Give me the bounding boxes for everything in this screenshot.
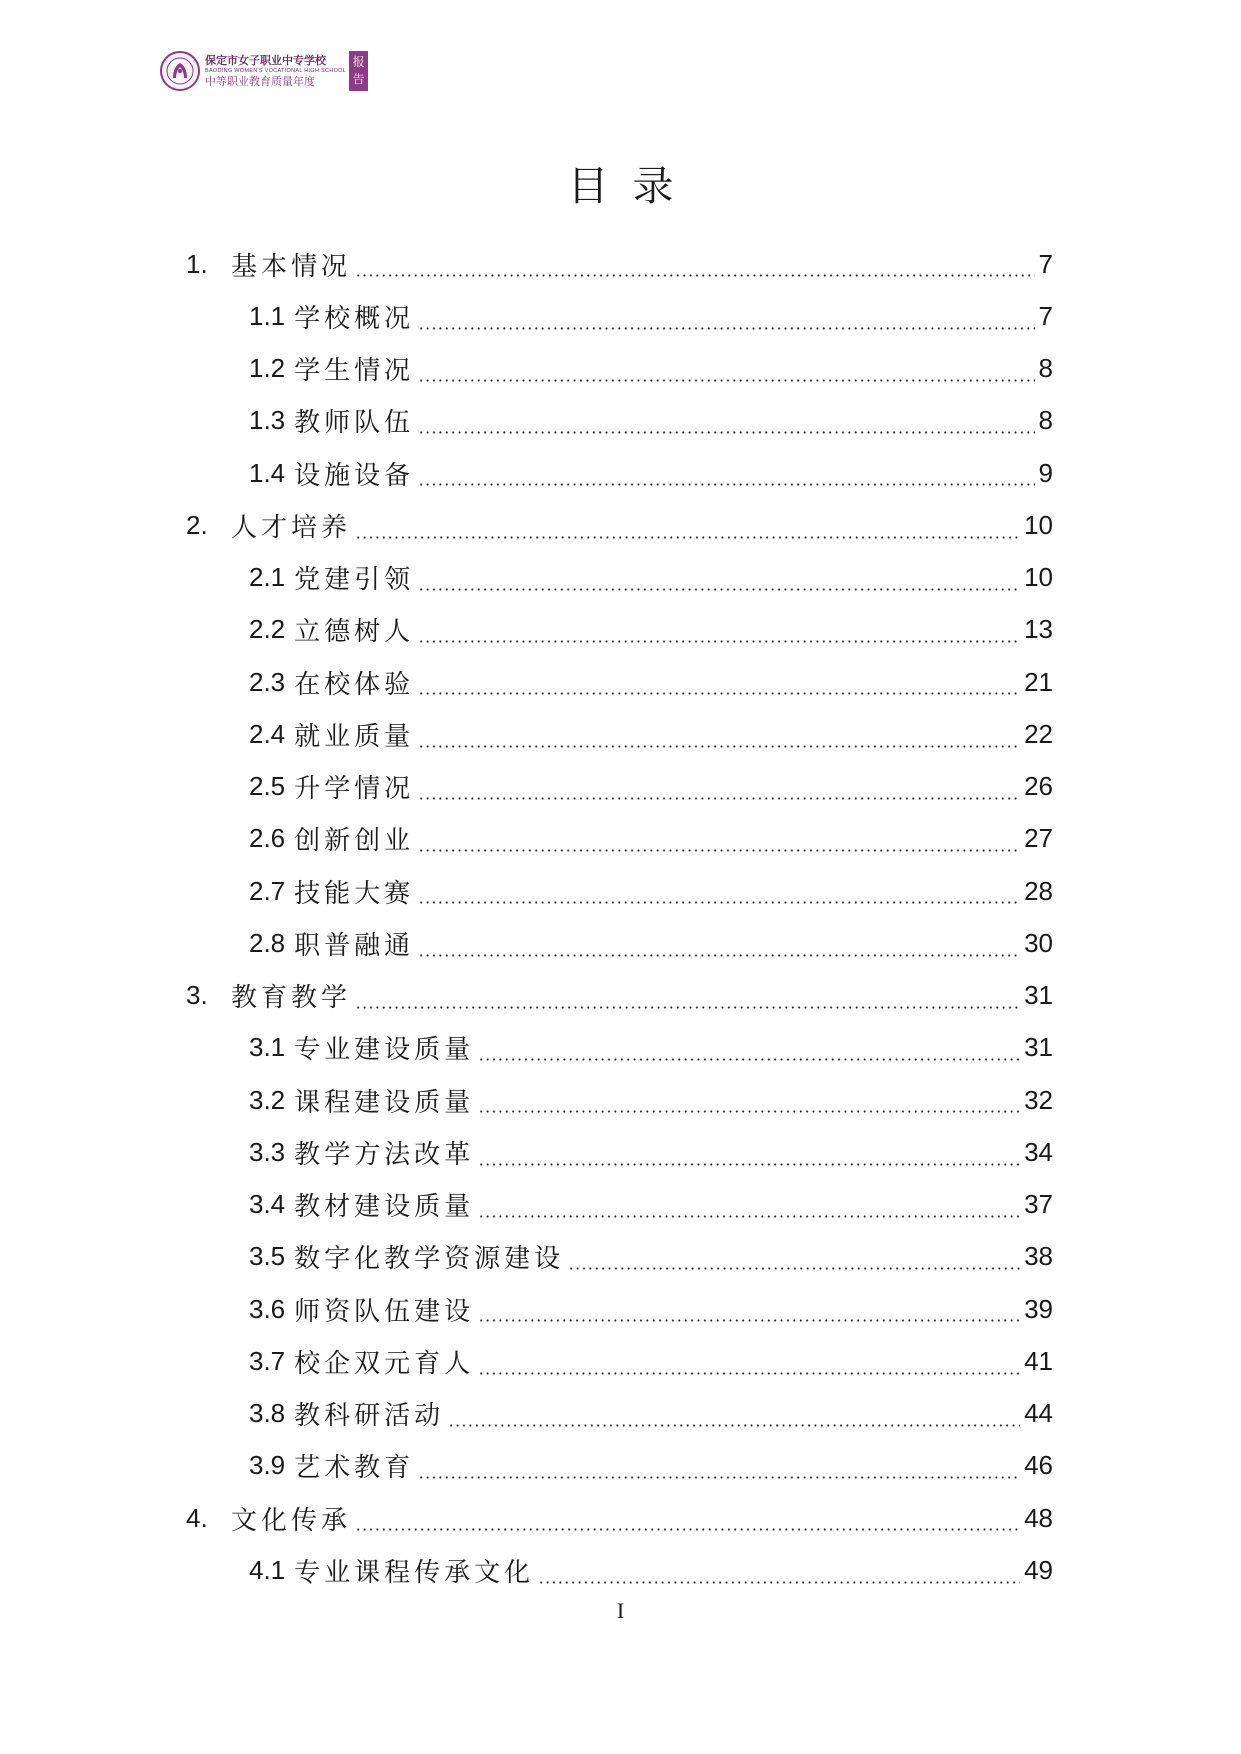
toc-entry-number: 3.4 <box>249 1189 286 1220</box>
toc-subsection[interactable] <box>186 1440 1053 1492</box>
toc-dot-leader <box>355 536 1020 539</box>
report-header <box>160 46 368 96</box>
toc-section[interactable] <box>186 499 1053 551</box>
toc-entry-number: 3.5 <box>249 1241 286 1272</box>
toc-entry-number: 3.7 <box>249 1345 286 1376</box>
toc-entry-label: 立德树人 <box>294 617 415 648</box>
report-tag-char-1: 报 <box>352 55 365 69</box>
report-tag-char-2: 告 <box>352 72 365 86</box>
toc-subsection[interactable] <box>186 604 1053 656</box>
toc-entry-page: 8 <box>1038 405 1053 436</box>
page-number: I <box>616 1598 625 1623</box>
toc-entry-label: 党建引领 <box>294 565 415 596</box>
toc-entry-label: 专业课程传承文化 <box>294 1557 535 1588</box>
toc-subsection[interactable] <box>186 917 1053 969</box>
toc-entry-number: 2.3 <box>249 666 286 697</box>
toc-entry-number: 2.2 <box>249 614 286 645</box>
toc-entry-number: 2.4 <box>249 718 286 749</box>
toc-subsection[interactable] <box>186 708 1053 760</box>
toc-dot-leader <box>418 379 1034 382</box>
toc-entry-label: 教育教学 <box>231 983 352 1014</box>
table-of-contents <box>186 238 1053 1597</box>
toc-entry-page: 32 <box>1024 1084 1053 1115</box>
toc-dot-leader <box>478 1372 1020 1375</box>
toc-entry-label: 人才培养 <box>231 512 352 543</box>
toc-entry-page: 41 <box>1024 1345 1053 1376</box>
toc-entry-number: 3.3 <box>249 1136 286 1167</box>
toc-entry-number: 3.6 <box>249 1293 286 1324</box>
report-tag <box>349 51 368 91</box>
school-name-block <box>205 54 346 89</box>
toc-entry-label: 数字化教学资源建设 <box>294 1244 565 1275</box>
toc-entry-number: 1.4 <box>249 457 286 488</box>
toc-entry-number: 2. <box>186 509 208 540</box>
toc-dot-leader <box>478 1110 1020 1113</box>
toc-entry-label: 艺术教育 <box>294 1453 415 1484</box>
toc-entry-page: 21 <box>1024 666 1053 697</box>
toc-subsection[interactable] <box>186 1179 1053 1231</box>
toc-subsection[interactable] <box>186 1335 1053 1387</box>
toc-subsection[interactable] <box>186 1074 1053 1126</box>
toc-section[interactable] <box>186 1492 1053 1544</box>
toc-entry-number: 3. <box>186 980 208 1011</box>
toc-dot-leader <box>418 692 1020 695</box>
toc-entry-page: 39 <box>1024 1293 1053 1324</box>
toc-dot-leader <box>478 1215 1020 1218</box>
toc-entry-number: 1.2 <box>249 353 286 384</box>
toc-entry-page: 48 <box>1024 1502 1053 1533</box>
toc-subsection[interactable] <box>186 343 1053 395</box>
toc-subsection[interactable] <box>186 447 1053 499</box>
toc-dot-leader <box>418 849 1020 852</box>
toc-subsection[interactable] <box>186 1388 1053 1440</box>
toc-dot-leader <box>418 483 1034 486</box>
toc-entry-page: 9 <box>1038 457 1053 488</box>
toc-entry-page: 31 <box>1024 1032 1053 1063</box>
toc-entry-label: 教科研活动 <box>294 1401 445 1432</box>
toc-subsection[interactable] <box>186 761 1053 813</box>
toc-entry-page: 22 <box>1024 718 1053 749</box>
toc-entry-page: 44 <box>1024 1398 1053 1429</box>
toc-entry-number: 4. <box>186 1502 208 1533</box>
toc-dot-leader <box>538 1581 1020 1584</box>
toc-entry-label: 技能大赛 <box>294 878 415 909</box>
toc-subsection[interactable] <box>186 865 1053 917</box>
toc-subsection[interactable] <box>186 395 1053 447</box>
toc-subsection[interactable] <box>186 1283 1053 1335</box>
toc-entry-number: 2.5 <box>249 771 286 802</box>
toc-dot-leader <box>418 431 1034 434</box>
toc-subsection[interactable] <box>186 1544 1053 1596</box>
report-subtitle: 中等职业教育质量年度 <box>205 74 315 88</box>
toc-dot-leader <box>418 745 1020 748</box>
school-name-cn: 保定市女子职业中专学校 <box>205 53 326 67</box>
toc-dot-leader <box>418 954 1020 957</box>
toc-subsection[interactable] <box>186 813 1053 865</box>
toc-entry-label: 升学情况 <box>294 774 415 805</box>
toc-dot-leader <box>355 1006 1020 1009</box>
toc-entry-page: 10 <box>1024 562 1053 593</box>
toc-subsection[interactable] <box>186 552 1053 604</box>
toc-entry-number: 1. <box>186 248 208 279</box>
toc-dot-leader <box>418 327 1034 330</box>
toc-entry-number: 3.8 <box>249 1398 286 1429</box>
toc-entry-page: 28 <box>1024 875 1053 906</box>
toc-entry-page: 10 <box>1024 509 1053 540</box>
toc-section[interactable] <box>186 970 1053 1022</box>
toc-entry-label: 教师队伍 <box>294 408 415 439</box>
toc-entry-label: 校企双元育人 <box>294 1348 475 1379</box>
toc-entry-number: 1.1 <box>249 300 286 331</box>
toc-dot-leader <box>418 588 1020 591</box>
toc-entry-number: 2.7 <box>249 875 286 906</box>
toc-subsection[interactable] <box>186 1022 1053 1074</box>
toc-dot-leader <box>418 797 1020 800</box>
toc-entry-page: 26 <box>1024 771 1053 802</box>
toc-dot-leader <box>418 640 1020 643</box>
toc-entry-page: 8 <box>1038 353 1053 384</box>
toc-entry-label: 师资队伍建设 <box>294 1296 475 1327</box>
toc-entry-label: 职普融通 <box>294 930 415 961</box>
school-name-en: BAODING WOMEN'S VOCATIONAL HIGH SCHOOL <box>205 67 347 74</box>
toc-entry-label: 就业质量 <box>294 721 415 752</box>
toc-entry-page: 34 <box>1024 1136 1053 1167</box>
toc-dot-leader <box>568 1267 1020 1270</box>
toc-entry-page: 31 <box>1024 980 1053 1011</box>
toc-dot-leader <box>418 1476 1020 1479</box>
toc-entry-number: 3.2 <box>249 1084 286 1115</box>
toc-entry-label: 文化传承 <box>231 1505 352 1536</box>
toc-entry-number: 3.1 <box>249 1032 286 1063</box>
toc-entry-number: 2.1 <box>249 562 286 593</box>
toc-entry-label: 课程建设质量 <box>294 1087 475 1118</box>
toc-entry-page: 38 <box>1024 1241 1053 1272</box>
toc-entry-label: 学校概况 <box>294 303 415 334</box>
toc-entry-label: 在校体验 <box>294 669 415 700</box>
toc-section[interactable] <box>186 238 1053 290</box>
toc-entry-page: 30 <box>1024 927 1053 958</box>
toc-entry-page: 7 <box>1038 248 1053 279</box>
toc-entry-number: 3.9 <box>249 1450 286 1481</box>
toc-dot-leader <box>478 1163 1020 1166</box>
toc-entry-page: 7 <box>1038 300 1053 331</box>
toc-dot-leader <box>355 274 1035 277</box>
toc-entry-page: 27 <box>1024 823 1053 854</box>
toc-entry-number: 4.1 <box>249 1554 286 1585</box>
toc-entry-label: 专业建设质量 <box>294 1035 475 1066</box>
toc-entry-number: 1.3 <box>249 405 286 436</box>
toc-entry-page: 13 <box>1024 614 1053 645</box>
toc-entry-label: 教学方法改革 <box>294 1139 475 1170</box>
toc-entry-label: 创新创业 <box>294 826 415 857</box>
toc-entry-number: 2.8 <box>249 927 286 958</box>
page-title: 目录 <box>567 162 698 210</box>
toc-subsection[interactable] <box>186 290 1053 342</box>
toc-subsection[interactable] <box>186 1231 1053 1283</box>
toc-dot-leader <box>355 1528 1020 1531</box>
toc-entry-label: 设施设备 <box>294 460 415 491</box>
toc-entry-label: 基本情况 <box>231 251 352 282</box>
toc-subsection[interactable] <box>186 1126 1053 1178</box>
toc-entry-label: 学生情况 <box>294 356 415 387</box>
toc-dot-leader <box>448 1424 1020 1427</box>
toc-entry-page: 49 <box>1024 1554 1053 1585</box>
toc-entry-page: 46 <box>1024 1450 1053 1481</box>
toc-dot-leader <box>478 1058 1020 1061</box>
toc-dot-leader <box>478 1319 1020 1322</box>
toc-dot-leader <box>418 901 1020 904</box>
toc-entry-number: 2.6 <box>249 823 286 854</box>
toc-entry-page: 37 <box>1024 1189 1053 1220</box>
toc-subsection[interactable] <box>186 656 1053 708</box>
school-emblem-icon <box>160 51 200 91</box>
toc-entry-label: 教材建设质量 <box>294 1192 475 1223</box>
